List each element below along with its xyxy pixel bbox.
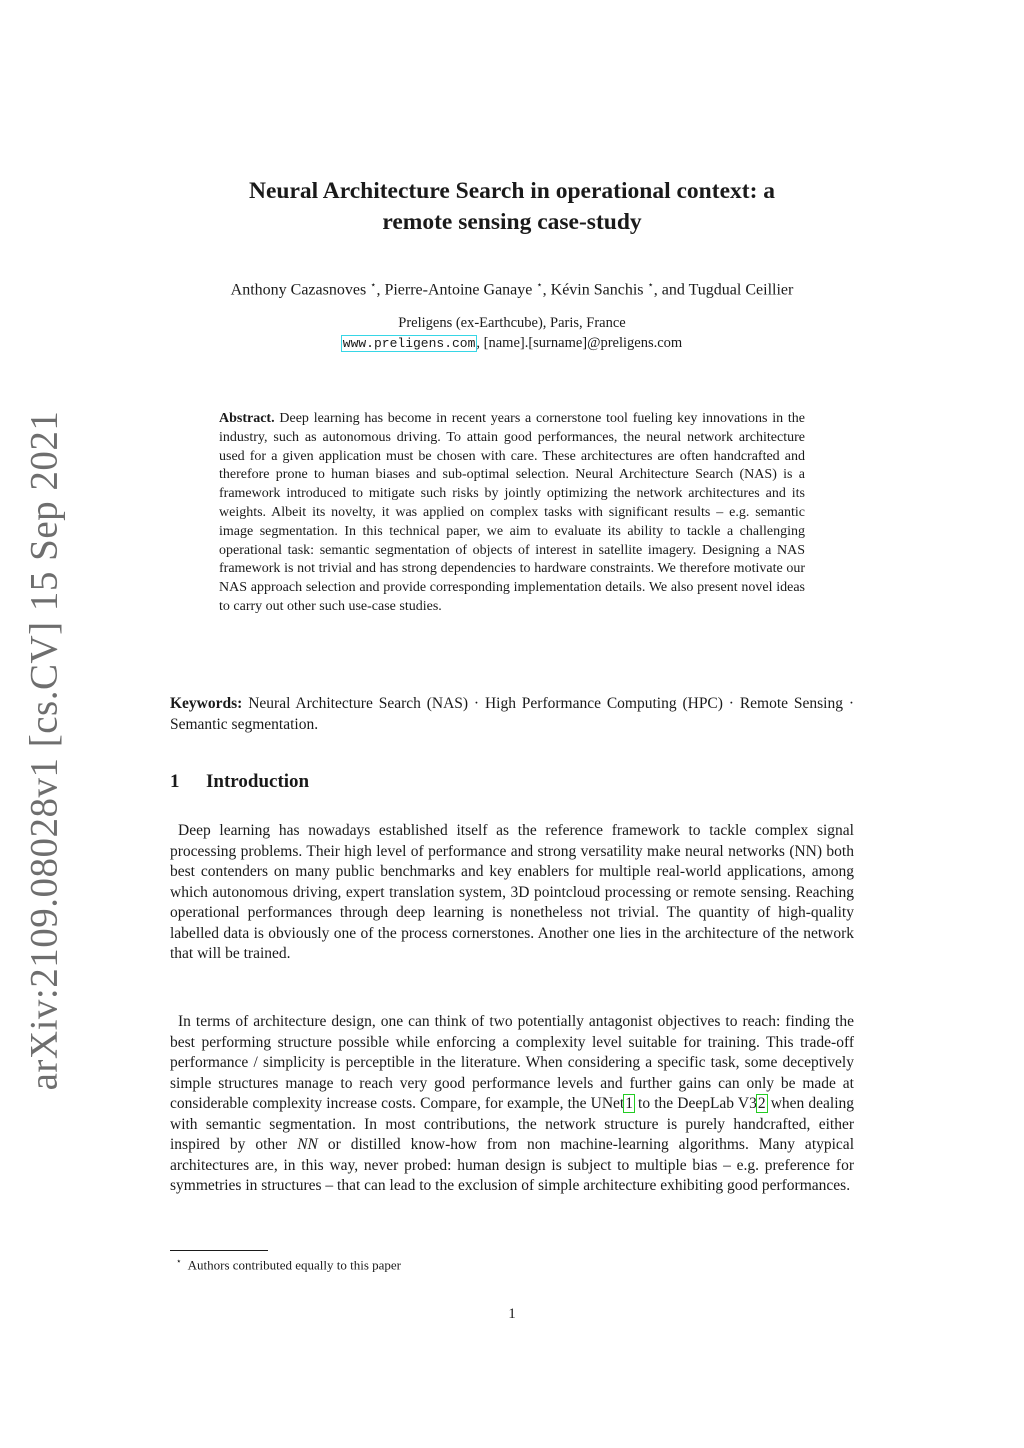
page-number: 1 — [508, 1306, 516, 1322]
footnote-text: Authors contributed equally to this paper — [187, 1257, 402, 1273]
italic-term: NN — [297, 1136, 318, 1153]
citation-link-1[interactable]: 1 — [625, 1095, 633, 1112]
abstract-label: Abstract. — [219, 411, 275, 426]
affiliation: Preligens (ex-Earthcube), Paris, France — [398, 315, 626, 331]
keywords-label: Keywords: — [170, 695, 243, 712]
author-list: Anthony Cazasnoves ⋆, Pierre-Antoine Ganaye ⋆, Kévin Sanchis ⋆, and Tugdual Ceillier — [230, 280, 794, 299]
section-title: Introduction — [206, 771, 310, 792]
author-mark: ⋆ — [370, 280, 377, 291]
author-mark: ⋆ — [536, 280, 543, 291]
author-1: Anthony Cazasnoves — [230, 281, 367, 299]
citation-link-2[interactable]: 2 — [757, 1095, 766, 1112]
intro-paragraph-2 — [170, 1012, 854, 1197]
paragraph-text: when dealing with semantic segmentation. In most contributions, the network structure is purely handcrafted, either inspired by other — [170, 1095, 854, 1153]
keywords-text: Neural Architecture Search (NAS) · High Performance Computing (HPC) · Remote Sensing · Semantic segmentation. — [170, 695, 854, 733]
author-3: Kévin Sanchis — [550, 281, 644, 299]
abstract-text: Deep learning has become in recent years a cornerstone tool fueling key innovations in the industry, such as autonomous driving. To attain good performances, the neural network architecture used for a given application must be chosen with care. These architectures are often handcrafted and therefore prone to human biases and sub-optimal selection. Neural Architecture Search (NAS) is a framework introduced to mitigate such risks by jointly optimizing the network architectures and its weights. Albeit its novelty, it was applied on complex tasks with significant results – e.g. semantic image segmentation. In this technical paper, we aim to evaluate its ability to tackle a challenging operational task: semantic segmentation of objects of interest in satellite imagery. Designing a NAS framework is not trivial and has strong dependencies to hardware constraints. We therefore motivate our NAS approach selection and provide corresponding implementation details. We also present novel ideas to carry out other such use-case studies. — [219, 411, 805, 614]
affiliation-block — [150, 313, 874, 354]
author-4: and Tugdual Ceillier — [661, 281, 794, 299]
keywords — [170, 694, 854, 735]
footnote-rule — [170, 1250, 268, 1251]
footnote-mark: ⋆ — [176, 1256, 182, 1266]
arxiv-identifier: arXiv:2109.08028v1 [cs.CV] 15 Sep 2021 — [22, 410, 66, 1090]
author-2: Pierre-Antoine Ganaye — [384, 281, 533, 299]
email-address: , [name].[surname]@preligens.com — [476, 335, 683, 351]
paragraph-text: In terms of architecture design, one can think of two potentially antagonist objectives to reach: finding the best performing structure possible while enforcing a complexity level suitable for training. This trade-off performance / simplicity is perceptible in the literature. When considering a specific task, some deceptively simple structures manage to reach very good performance levels and further gains can only be made at considerable complexity increase costs. Compare, for example, the UNet — [170, 1013, 854, 1112]
title-line-1: Neural Architecture Search in operational context: a — [248, 178, 776, 204]
author-mark: ⋆ — [647, 280, 654, 291]
paragraph-text: or distilled know-how from non machine-learning algorithms. Many atypical architectures are, in this way, never probed: human design is subject to multiple bias – e.g. preference for symmetries in structures – that can lead to the exclusion of simple architecture exhibiting good performances. — [170, 1136, 854, 1194]
intro-paragraph-1: Deep learning has nowadays established itself as the reference framework to tackle complex signal processing problems. Their high level of performance and strong versatility make neural networks (NN) both best contenders on many public benchmarks and key enablers for multiple real-world applications, among which autonomous driving, expert translation system, 3D pointcloud processing or remote sensing. Reaching operational performances through deep learning is nonetheless not trivial. The quantity of high-quality labelled data is obviously one of the process cornerstones. Another one lies in the architecture of the network that will be trained. — [170, 822, 854, 962]
section-number: 1 — [170, 771, 180, 792]
title-line-2: remote sensing case-study — [382, 209, 642, 235]
arxiv-side-stamp — [14, 410, 74, 1090]
paragraph-text: to the DeepLab V3 — [633, 1095, 757, 1112]
section-heading — [170, 771, 309, 793]
paper-title — [150, 176, 874, 238]
website-link[interactable]: www.preligens.com — [342, 336, 476, 351]
footnote — [176, 1256, 401, 1273]
abstract — [219, 410, 805, 617]
